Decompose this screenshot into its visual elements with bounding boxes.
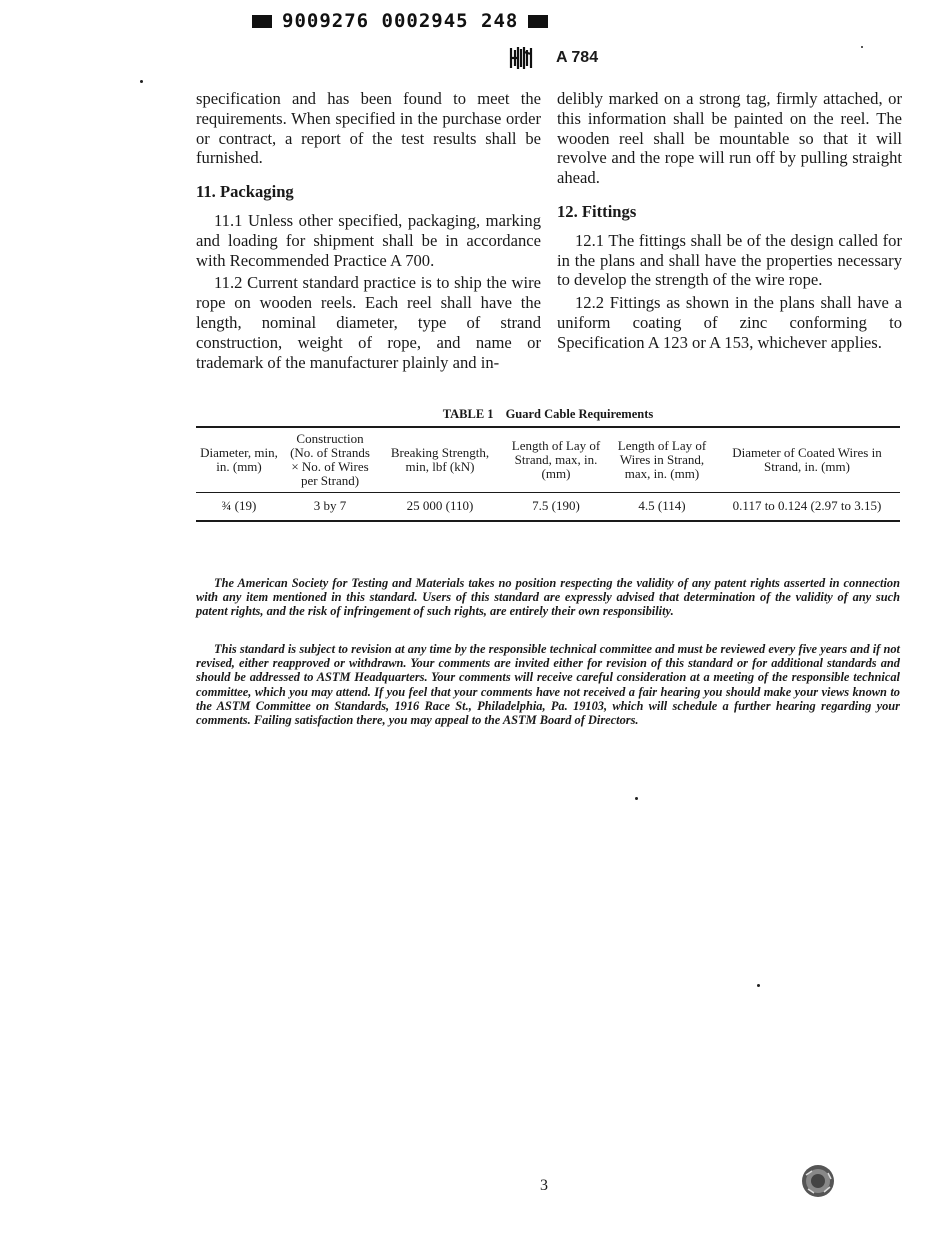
right-column	[557, 89, 902, 353]
table-cell: 0.117 to 0.124 (2.97 to 3.15)	[732, 498, 882, 513]
paragraph-continued-left: specification and has been found to meet the requirements. When specified in the purchase order or contract, a report of the test results shall be furnished.	[196, 89, 541, 168]
section-11-heading: 11. Packaging	[196, 182, 294, 202]
astm-logo-icon	[508, 44, 534, 72]
revision-notice-text: This standard is subject to revision at any time by the responsible technical committee and must be reviewed every five years and if not revised, either reapproved or withdrawn. Your comments are invited either for revision of this standard or for additional standards and should be addressed to ASTM Headquarters. Your comments will receive careful consideration at a meeting of the responsible technical committee, which you may attend. If you feel that your comments have not received a fair hearing you should make your views known to the ASTM Committee on Standards, 1916 Race St., Philadelphia, Pa. 19103, which will schedule a further hearing regarding your comments. Failing satisfaction there, you may appeal to the ASTM Board of Directors.	[196, 642, 900, 728]
paragraph-continued-right: delibly marked on a strong tag, firmly attached, or this information shall be painted on the reel. The wooden reel shall be mountable so that it will revolve and the rope will run off by pulling straight ahead.	[557, 89, 902, 188]
table-cell: 25 000 (110)	[406, 498, 474, 513]
guard-cable-requirements-table	[196, 426, 900, 522]
revision-notice	[196, 642, 900, 727]
paragraph-12-1: 12.1 The fittings shall be of the design called for in the plans and shall have the properties necessary to develop the strength of the wire rope.	[557, 230, 902, 290]
standard-designation: A 784	[556, 49, 599, 66]
table-header-cell: Diameter, min, in. (mm)	[200, 445, 278, 474]
page-number: 3	[540, 1177, 548, 1194]
scan-speck	[635, 797, 638, 800]
scan-speck	[757, 984, 760, 987]
patent-notice	[196, 576, 900, 619]
table-cell: 7.5 (190)	[532, 498, 580, 513]
left-column	[196, 89, 541, 372]
table-header-row	[196, 427, 900, 493]
table-number: TABLE 1	[442, 407, 494, 421]
table-header-cell: Construction (No. of Strands × No. of Wires per Strand)	[290, 431, 370, 488]
paragraph-11-1: 11.1 Unless other specified, packaging, marking and loading for shipment shall be in accordance with Recommended Practice A 700.	[196, 210, 541, 270]
table-cell: 3 by 7	[313, 498, 347, 513]
barcode-block-left	[252, 15, 272, 28]
paragraph-11-2: 11.2 Current standard practice is to ship the wire rope on wooden reels. Each reel shall have the length, nominal diameter, type of strand construction, weight of rope, and name or trademark of the manufacturer plainly and in-	[196, 273, 541, 372]
patent-notice-text: The American Society for Testing and Materials takes no position respecting the validity of any patent rights asserted in connection with any item mentioned in this standard. Users of this standard are expressly advised that determination of the validity of any such patent rights, and the risk of infringement of such rights, are entirely their own responsibility.	[196, 576, 900, 619]
table-cell: ¾ (19)	[221, 498, 257, 513]
table-title: Guard Cable Requirements	[505, 407, 654, 421]
table-header-cell: Length of Lay of Wires in Strand, max, in. (mm)	[617, 438, 707, 481]
table-cell: 4.5 (114)	[638, 498, 686, 513]
table-header-cell: Breaking Strength, min, lbf (kN)	[390, 445, 490, 474]
barcode-block-right	[528, 15, 548, 28]
table-header-cell: Diameter of Coated Wires in Strand, in. (mm)	[732, 445, 882, 474]
barcode-text: 9009276 0002945 248	[282, 10, 519, 32]
table-caption	[196, 407, 900, 422]
astm-seal-icon	[800, 1163, 836, 1199]
paragraph-12-2: 12.2 Fittings as shown in the plans shall have a uniform coating of zinc conforming to Specification A 123 or A 153, whichever applies.	[557, 293, 902, 352]
table-row	[196, 493, 900, 522]
scan-speck	[140, 80, 143, 83]
section-12-heading: 12. Fittings	[557, 201, 637, 221]
scan-speck	[861, 46, 863, 48]
table-header-cell: Length of Lay of Strand, max, in. (mm)	[511, 438, 601, 481]
document-barcode	[252, 10, 548, 32]
